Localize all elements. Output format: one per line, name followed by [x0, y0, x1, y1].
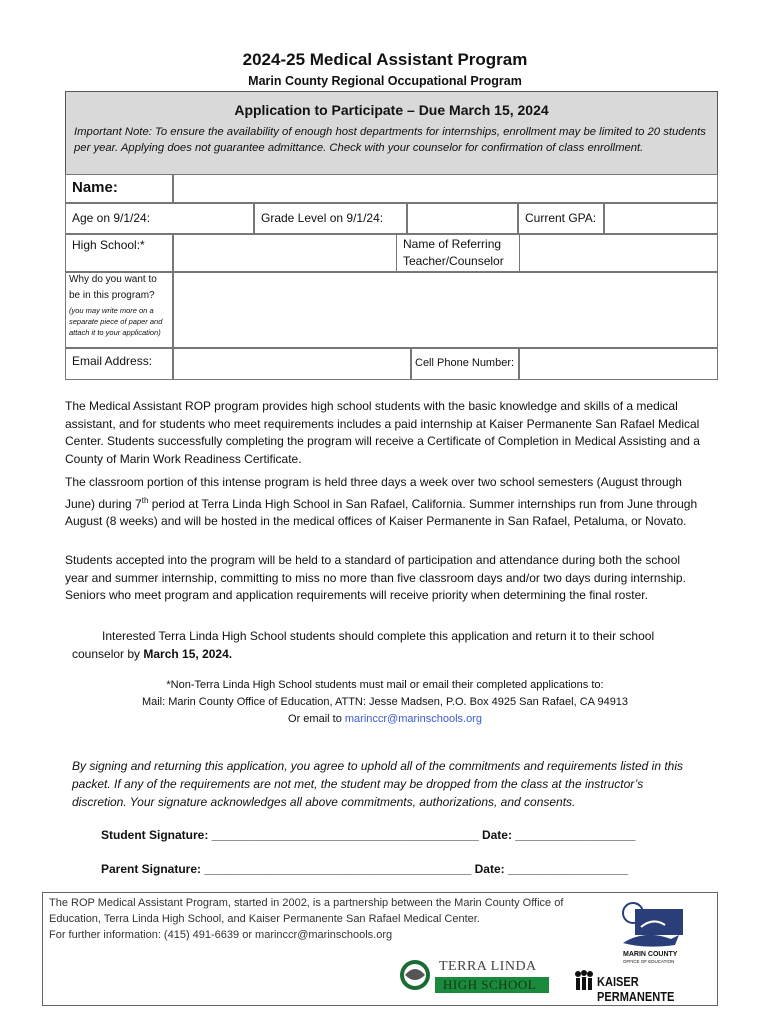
email-label: Email Address:	[72, 354, 153, 368]
grade-label: Grade Level on 9/1/24:	[261, 211, 384, 225]
cell-phone-label: Cell Phone Number:	[415, 357, 515, 369]
terra-linda-logo	[395, 957, 555, 997]
why-note-line1: (you may write more on a	[69, 306, 154, 315]
age-label-cell	[65, 203, 254, 234]
why-label-cell	[65, 272, 173, 348]
non-terra-linda-instructions	[65, 677, 705, 728]
parent-signature-line[interactable]: Parent Signature: ________________________________________ Date: __________________	[101, 862, 629, 876]
referring-label-cell	[397, 234, 519, 272]
paragraph-classroom	[65, 474, 705, 531]
terra-linda-deadline: March 15, 2024.	[143, 646, 233, 661]
superscript-th: th	[141, 495, 149, 505]
school-label-cell	[65, 234, 173, 272]
paragraph-classroom-text-a: The classroom portion of this intense program is held three days a week over two school semesters (August through June) during 7	[65, 475, 682, 511]
email-line	[65, 711, 705, 728]
paragraph-terra-linda	[72, 628, 672, 663]
non-terra-linda-line1: *Non-Terra Linda High School students must mail or email their completed applications to:	[166, 679, 604, 691]
footer-text	[49, 895, 609, 943]
gpa-field[interactable]	[604, 203, 718, 234]
application-form	[65, 91, 718, 380]
paragraph-standards: Students accepted into the program will be held to a standard of participation and attendance during both the school year and summer internship, committing to miss no more than five classroom days and/or two days during internship. Seniors who meet program and application requirements will receive priority when determining the final roster.	[65, 553, 686, 602]
paragraph-terra-linda-text: Interested Terra Linda High School students should complete this application and return it to their school counselor by	[72, 629, 655, 661]
why-label-line2: be in this program?	[69, 290, 155, 301]
kaiser-people-icon	[573, 969, 595, 993]
grade-label-cell	[254, 203, 407, 234]
footer-line2: Education, Terra Linda High School, and Kaiser Permanente San Rafael Medical Center.	[49, 913, 480, 925]
footer-box	[42, 892, 718, 1006]
agreement-paragraph: By signing and returning this application, you agree to uphold all of the commitments and requirements listed in this packet. If any of the requirements are not met, the student may be dropped from the class at the instructor’s discretion. Your signature acknowledges all above commitments, authorizations, and consents.	[72, 759, 684, 809]
gpa-label-cell	[518, 203, 604, 234]
email-link[interactable]: marinccr@marinschools.org	[344, 713, 482, 725]
paragraph-program-overview: The Medical Assistant ROP program provides high school students with the basic knowledge and skills of a medical assistant, and for students who meet requirements includes a paid internship at Kaiser Permanente San Rafael Medical Center. Students successfully completing the program will receive a Certificate of Completion in Medical Assisting and a County of Marin Work Readiness Certificate.	[65, 399, 700, 466]
email-line-prefix: Or email to	[288, 713, 345, 725]
marin-logo-text1: MARIN COUNTY	[623, 951, 678, 958]
name-label: Name:	[72, 179, 118, 196]
why-note-line3: attach it to your application)	[69, 328, 161, 337]
why-note-line2: separate piece of paper and	[69, 317, 163, 326]
name-field[interactable]	[173, 174, 718, 203]
email-label-cell	[65, 348, 173, 380]
terra-linda-logo-text1: TERRA LINDA	[439, 959, 537, 974]
form-header	[65, 91, 718, 175]
student-signature-line[interactable]: Student Signature: ________________________________________ Date: __________________	[101, 828, 636, 842]
cell-phone-field[interactable]	[519, 348, 718, 380]
footer-line3: For further information: (415) 491-6639 or marinccr@marinschools.org	[49, 929, 393, 941]
why-program-field[interactable]	[173, 272, 718, 348]
document-subtitle: Marin County Regional Occupational Program	[248, 74, 522, 88]
footer-line1: The ROP Medical Assistant Program, started in 2002, is a partnership between the Marin County Office of	[49, 897, 564, 909]
email-field[interactable]	[173, 348, 411, 380]
why-label-line1: Why do you want to	[69, 274, 157, 285]
referring-label-line1: Name of Referring	[403, 237, 502, 251]
kaiser-logo-text: KAISER PERMANENTE	[597, 974, 675, 1004]
paragraph-classroom-text-b: period at Terra Linda High School in San Rafael, California. Summer internships run from June through August (8 weeks) and will be hosted in the medical offices of Kaiser Permanente in San Rafael, Petaluma, or Novato.	[65, 496, 698, 528]
marin-county-logo	[615, 899, 691, 963]
school-label: High School:*	[72, 238, 145, 252]
age-label: Age on 9/1/24:	[72, 211, 151, 225]
grade-field[interactable]	[407, 203, 518, 234]
referring-label-line2: Teacher/Counselor	[403, 254, 504, 268]
gpa-label: Current GPA:	[525, 211, 597, 225]
cell-label-cell	[411, 348, 519, 380]
referring-teacher-field[interactable]	[519, 234, 718, 272]
marin-logo-text2: OFFICE OF EDUCATION	[623, 959, 675, 964]
form-important-note: Important Note: To ensure the availability of enough host departments for internships, enrollment may be limited to 20 students per year. Applying does not guarantee admittance. Check with your counselor for confirmation of class enrollment.	[74, 126, 706, 154]
terra-linda-emblem-icon	[395, 957, 435, 993]
marin-lamp-icon	[615, 899, 691, 949]
name-label-cell	[65, 174, 173, 203]
mail-address-line: Mail: Marin County Office of Education, ATTN: Jesse Madsen, P.O. Box 4925 San Rafael, CA 94913	[141, 696, 629, 708]
high-school-field[interactable]	[173, 234, 397, 272]
form-heading: Application to Participate – Due March 15, 2024	[234, 102, 549, 118]
document-title: 2024-25 Medical Assistant Program	[242, 50, 528, 69]
terra-linda-logo-text2: HIGH SCHOOL	[443, 977, 537, 992]
kaiser-permanente-logo	[573, 969, 713, 1004]
